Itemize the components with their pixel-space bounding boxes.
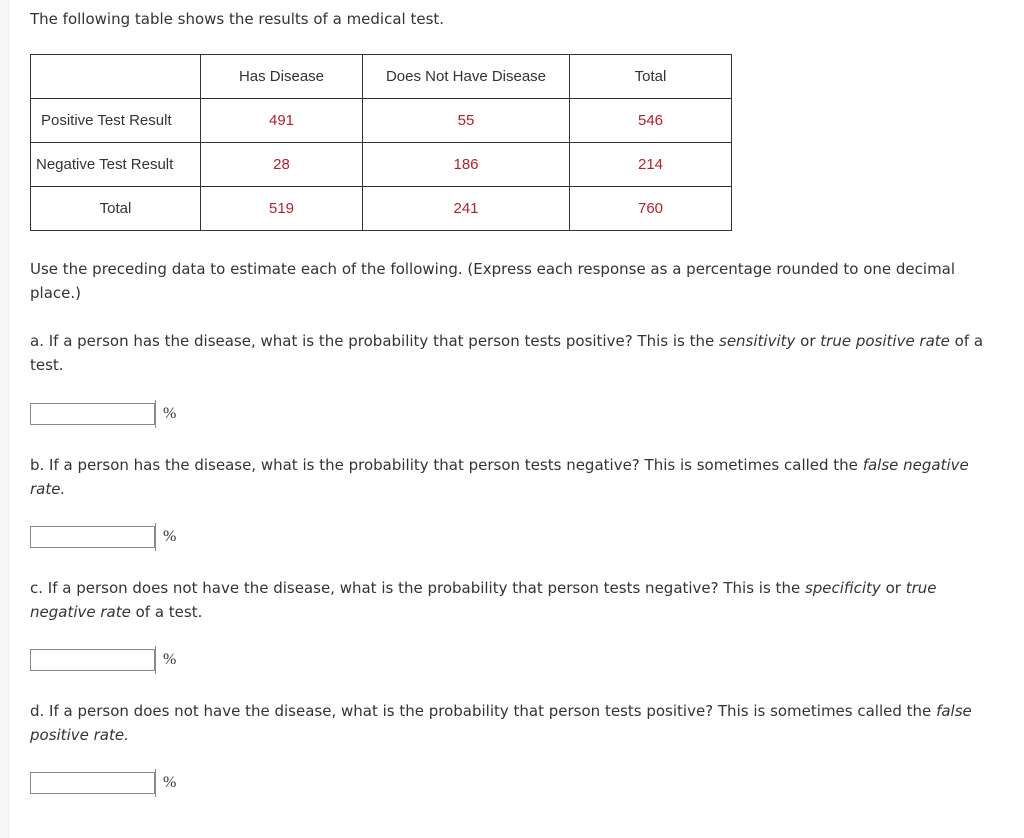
- term-sensitivity: sensitivity: [719, 332, 796, 350]
- answer-d-input[interactable]: [30, 772, 155, 794]
- question-c-part: c. If a person does not have the disease, what is the probability that person tests negative? This is the: [30, 579, 805, 597]
- question-a-part: a. If a person has the disease, what is the probability that person tests positive? This is the: [30, 332, 719, 350]
- row-label-negative: Negative Test Result: [31, 143, 201, 187]
- percent-unit: %: [155, 400, 187, 428]
- term-false-negative-rate: false negative rate.: [30, 456, 969, 498]
- question-c-part: of a test.: [130, 603, 203, 621]
- question-b-part: b. If a person has the disease, what is the probability that person tests negative? This is sometimes called the: [30, 456, 863, 474]
- term-specificity: specificity: [804, 579, 881, 597]
- medical-test-table: [30, 54, 732, 231]
- question-c-part: or: [880, 579, 906, 597]
- table-cell: 214: [570, 143, 732, 187]
- question-d-part: d. If a person does not have the disease, what is the probability that person tests positive? This is sometimes called the: [30, 702, 937, 720]
- table-cell: 546: [570, 99, 732, 143]
- term-false-positive-rate: false positive rate.: [30, 702, 972, 744]
- question-a-text: [30, 329, 1005, 377]
- header-no-disease: Does Not Have Disease: [363, 55, 570, 99]
- question-a-part: of a test.: [30, 332, 984, 374]
- table-cell: 519: [201, 187, 363, 231]
- answer-a-input[interactable]: [30, 403, 155, 425]
- answer-b-input[interactable]: [30, 526, 155, 548]
- question-c-text: [30, 576, 1005, 624]
- percent-unit: %: [155, 523, 187, 551]
- table-header-row: [31, 55, 732, 99]
- table-cell: 491: [201, 99, 363, 143]
- row-label-positive: Positive Test Result: [31, 99, 201, 143]
- header-has-disease: Has Disease: [201, 55, 363, 99]
- table-row: [31, 187, 732, 231]
- question-a-part: or: [795, 332, 821, 350]
- left-margin-rule: [0, 0, 9, 838]
- instructions-text: Use the preceding data to estimate each of the following. (Express each response as a percentage rounded to one decimal place.): [30, 260, 956, 302]
- header-total: Total: [570, 55, 732, 99]
- table-row: [31, 143, 732, 187]
- table-cell: 241: [363, 187, 570, 231]
- percent-unit: %: [155, 769, 187, 797]
- row-label-total: Total: [31, 187, 201, 231]
- term-true-positive-rate: true positive rate: [820, 332, 950, 350]
- table-cell: 186: [363, 143, 570, 187]
- term-true-negative-rate: true negative rate: [30, 579, 937, 621]
- question-d-text: [30, 699, 1005, 747]
- table-corner-cell: [31, 55, 201, 99]
- table-cell: 28: [201, 143, 363, 187]
- question-b-text: [30, 453, 1005, 501]
- intro-text: The following table shows the results of a medical test.: [30, 10, 445, 28]
- answer-c-input[interactable]: [30, 649, 155, 671]
- table-row: [31, 99, 732, 143]
- table-cell: 55: [363, 99, 570, 143]
- percent-unit: %: [155, 646, 187, 674]
- table-cell: 760: [570, 187, 732, 231]
